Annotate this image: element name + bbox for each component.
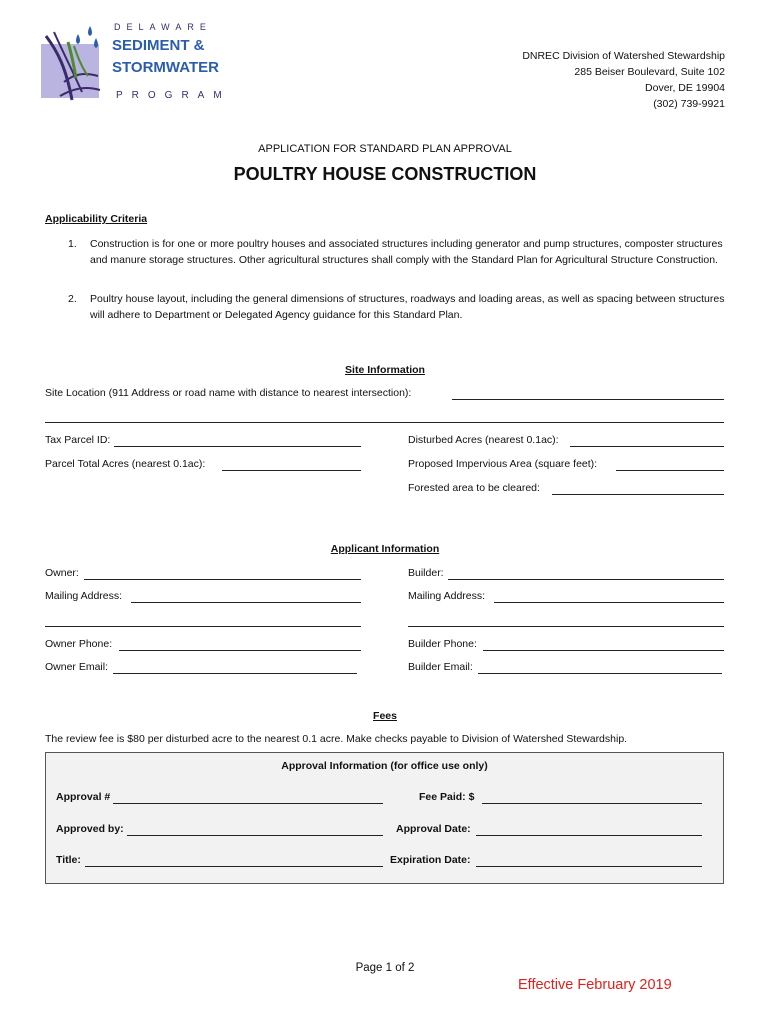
form-subtitle: APPLICATION FOR STANDARD PLAN APPROVAL (258, 143, 512, 155)
forested-label: Forested area to be cleared: (408, 482, 540, 494)
site-heading: Site Information (345, 364, 425, 376)
logo-sediment: SEDIMENT & (112, 37, 205, 54)
site-location-field-line2[interactable] (45, 422, 724, 423)
contact-city: Dover, DE 19904 (645, 82, 725, 94)
list-number: 2. (68, 293, 77, 305)
contact-phone: (302) 739-9921 (653, 98, 725, 110)
fee-paid-field[interactable] (482, 803, 702, 804)
disturbed-acres-field[interactable] (570, 446, 724, 447)
tax-parcel-label: Tax Parcel ID: (45, 434, 111, 446)
builder-phone-field[interactable] (483, 650, 724, 651)
fees-heading: Fees (373, 710, 397, 722)
owner-phone-field[interactable] (119, 650, 361, 651)
approval-number-field[interactable] (113, 803, 383, 804)
disturbed-acres-label: Disturbed Acres (nearest 0.1ac): (408, 434, 559, 446)
owner-phone-label: Owner Phone: (45, 638, 113, 650)
owner-email-label: Owner Email: (45, 661, 109, 673)
approved-by-label: Approved by: (56, 823, 124, 835)
approval-date-field[interactable] (476, 835, 702, 836)
effective-date: Effective February 2019 (518, 977, 672, 993)
owner-mailing-field-line2[interactable] (45, 626, 361, 627)
office-use-box (45, 752, 724, 884)
impervious-label: Proposed Impervious Area (square feet): (408, 458, 598, 470)
builder-mailing-label: Mailing Address: (408, 590, 486, 602)
logo-program: PROGRAM (116, 90, 231, 101)
site-location-label: Site Location (911 Address or road name with distance to nearest intersection): (45, 387, 412, 399)
page-number: Page 1 of 2 (355, 962, 415, 974)
list-text: Poultry house layout, including the general dimensions of structures, roadways and loading areas, as well as spacing between structures will adhere to Department or Delegated Agency guidance for this Standard Plan. (90, 293, 725, 321)
applicability-heading: Applicability Criteria (45, 213, 148, 225)
builder-email-label: Builder Email: (408, 661, 473, 673)
site-location-field[interactable] (452, 399, 724, 400)
owner-mailing-field[interactable] (131, 602, 361, 603)
owner-email-field[interactable] (113, 673, 357, 674)
approval-date-label: Approval Date: (396, 823, 471, 835)
parcel-acres-label: Parcel Total Acres (nearest 0.1ac): (45, 458, 206, 470)
contact-org: DNREC Division of Watershed Stewardship (522, 50, 725, 62)
parcel-acres-field[interactable] (222, 470, 361, 471)
list-number: 1. (68, 238, 77, 250)
program-logo-graphic (38, 22, 231, 110)
builder-label: Builder: (408, 567, 444, 579)
list-text: Construction is for one or more poultry houses and associated structures including generator and pump structures, composter structures and manure storage structures. Other agricultural structures shall comply with the Standard Plan for Agricultural Structure Construction. (90, 238, 723, 266)
owner-mailing-label: Mailing Address: (45, 590, 123, 602)
program-logo (38, 22, 231, 110)
logo-state: DELAWARE (114, 22, 212, 32)
applicant-heading: Applicant Information (330, 543, 440, 555)
approval-number-label: Approval # (56, 791, 111, 803)
logo-stormwater: STORMWATER (112, 59, 219, 76)
builder-email-field[interactable] (478, 673, 722, 674)
form-title: POULTRY HOUSE CONSTRUCTION (233, 164, 537, 184)
contact-address: 285 Beiser Boulevard, Suite 102 (574, 66, 725, 78)
tax-parcel-field[interactable] (114, 446, 361, 447)
office-use-heading: Approval Information (for office use only) (281, 760, 488, 772)
owner-label: Owner: (45, 567, 79, 579)
approved-by-field[interactable] (127, 835, 383, 836)
contact-block (522, 48, 725, 112)
impervious-field[interactable] (616, 470, 724, 471)
fees-text: The review fee is $80 per disturbed acre to the nearest 0.1 acre. Make checks payable to Division of Watershed Stewardship. (45, 733, 628, 745)
builder-mailing-field[interactable] (494, 602, 724, 603)
forested-field[interactable] (552, 494, 724, 495)
builder-field[interactable] (448, 579, 724, 580)
builder-phone-label: Builder Phone: (408, 638, 477, 650)
owner-field[interactable] (84, 579, 361, 580)
fee-paid-label: Fee Paid: $ (419, 791, 475, 803)
builder-mailing-field-line2[interactable] (408, 626, 724, 627)
title-label: Title: (56, 854, 81, 866)
title-field[interactable] (85, 866, 383, 867)
expiration-date-label: Expiration Date: (390, 854, 471, 866)
expiration-date-field[interactable] (476, 866, 702, 867)
